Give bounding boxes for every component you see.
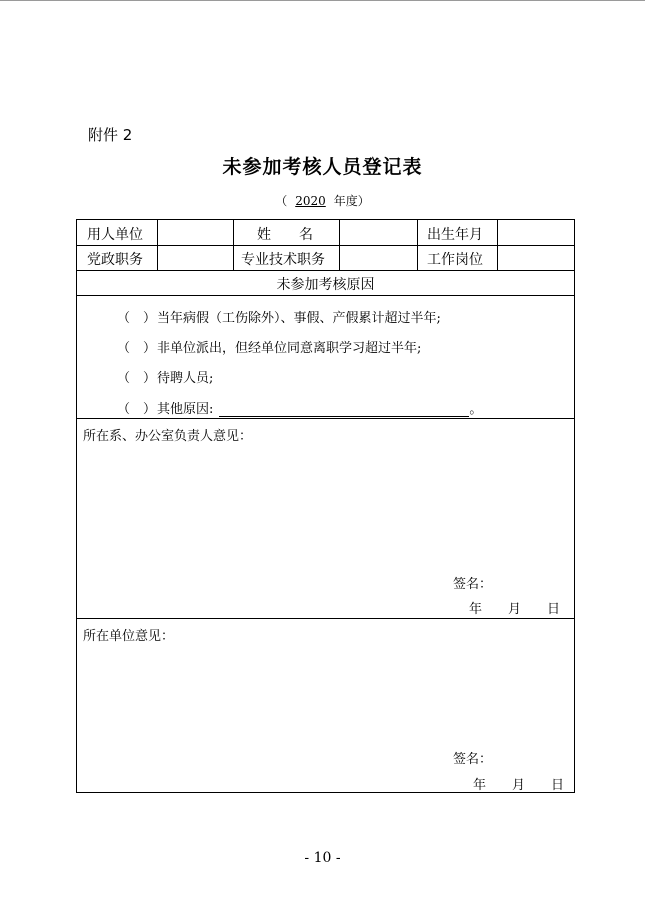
dept-signature-label: 签名： — [453, 577, 493, 592]
label-job-post: 工作岗位 — [427, 252, 483, 268]
reason-item — [117, 337, 421, 356]
reason-header: 未参加考核原因 — [276, 277, 375, 293]
registration-table — [76, 219, 575, 793]
reason-end: 。 — [469, 402, 483, 417]
col-divider — [233, 220, 234, 270]
row-divider — [77, 270, 574, 271]
checkbox-paren: （ ） — [117, 341, 157, 356]
other-reason-blank — [219, 402, 469, 417]
label-name: 姓 名 — [257, 227, 313, 243]
year-line — [0, 192, 645, 209]
label-employer: 用人单位 — [87, 227, 143, 243]
year-suffix: 年度） — [333, 194, 370, 208]
year-open-paren: （ — [275, 194, 288, 208]
row-divider — [77, 295, 574, 296]
col-divider — [157, 220, 158, 270]
label-birth-date: 出生年月 — [427, 227, 483, 243]
reason-item — [117, 307, 441, 326]
col-divider — [417, 220, 418, 270]
unit-signature-label: 签名： — [453, 752, 493, 767]
top-border-line — [0, 0, 645, 1]
label-party-post: 党政职务 — [87, 252, 143, 268]
dept-opinion-label: 所在系、办公室负责人意见： — [83, 429, 253, 444]
checkbox-paren: （ ） — [117, 402, 157, 417]
col-divider — [497, 220, 498, 270]
col-divider — [339, 220, 340, 270]
reason-item — [117, 367, 213, 386]
row-divider — [77, 618, 574, 619]
row-divider — [77, 245, 574, 246]
checkbox-paren: （ ） — [117, 371, 157, 386]
reason-item — [117, 398, 482, 417]
reason-text: 待聘人员; — [157, 371, 214, 386]
reason-text: 当年病假（工伤除外）、事假、产假累计超过半年; — [157, 311, 441, 326]
reason-text: 其他原因: — [157, 402, 214, 417]
page-number: - 10 - — [304, 850, 341, 866]
unit-opinion-label: 所在单位意见： — [83, 629, 175, 644]
attachment-label: 附件 2 — [88, 126, 133, 144]
form-title: 未参加考核人员登记表 — [222, 156, 423, 178]
row-divider — [77, 418, 574, 419]
label-tech-post: 专业技术职务 — [241, 252, 325, 268]
reason-text: 非单位派出，但经单位同意离职学习超过半年; — [157, 341, 422, 356]
unit-date-label: 年 月 日 — [473, 778, 565, 793]
dept-date-label: 年 月 日 — [469, 602, 561, 617]
checkbox-paren: （ ） — [117, 311, 157, 326]
year-value: 2020 — [295, 194, 326, 208]
